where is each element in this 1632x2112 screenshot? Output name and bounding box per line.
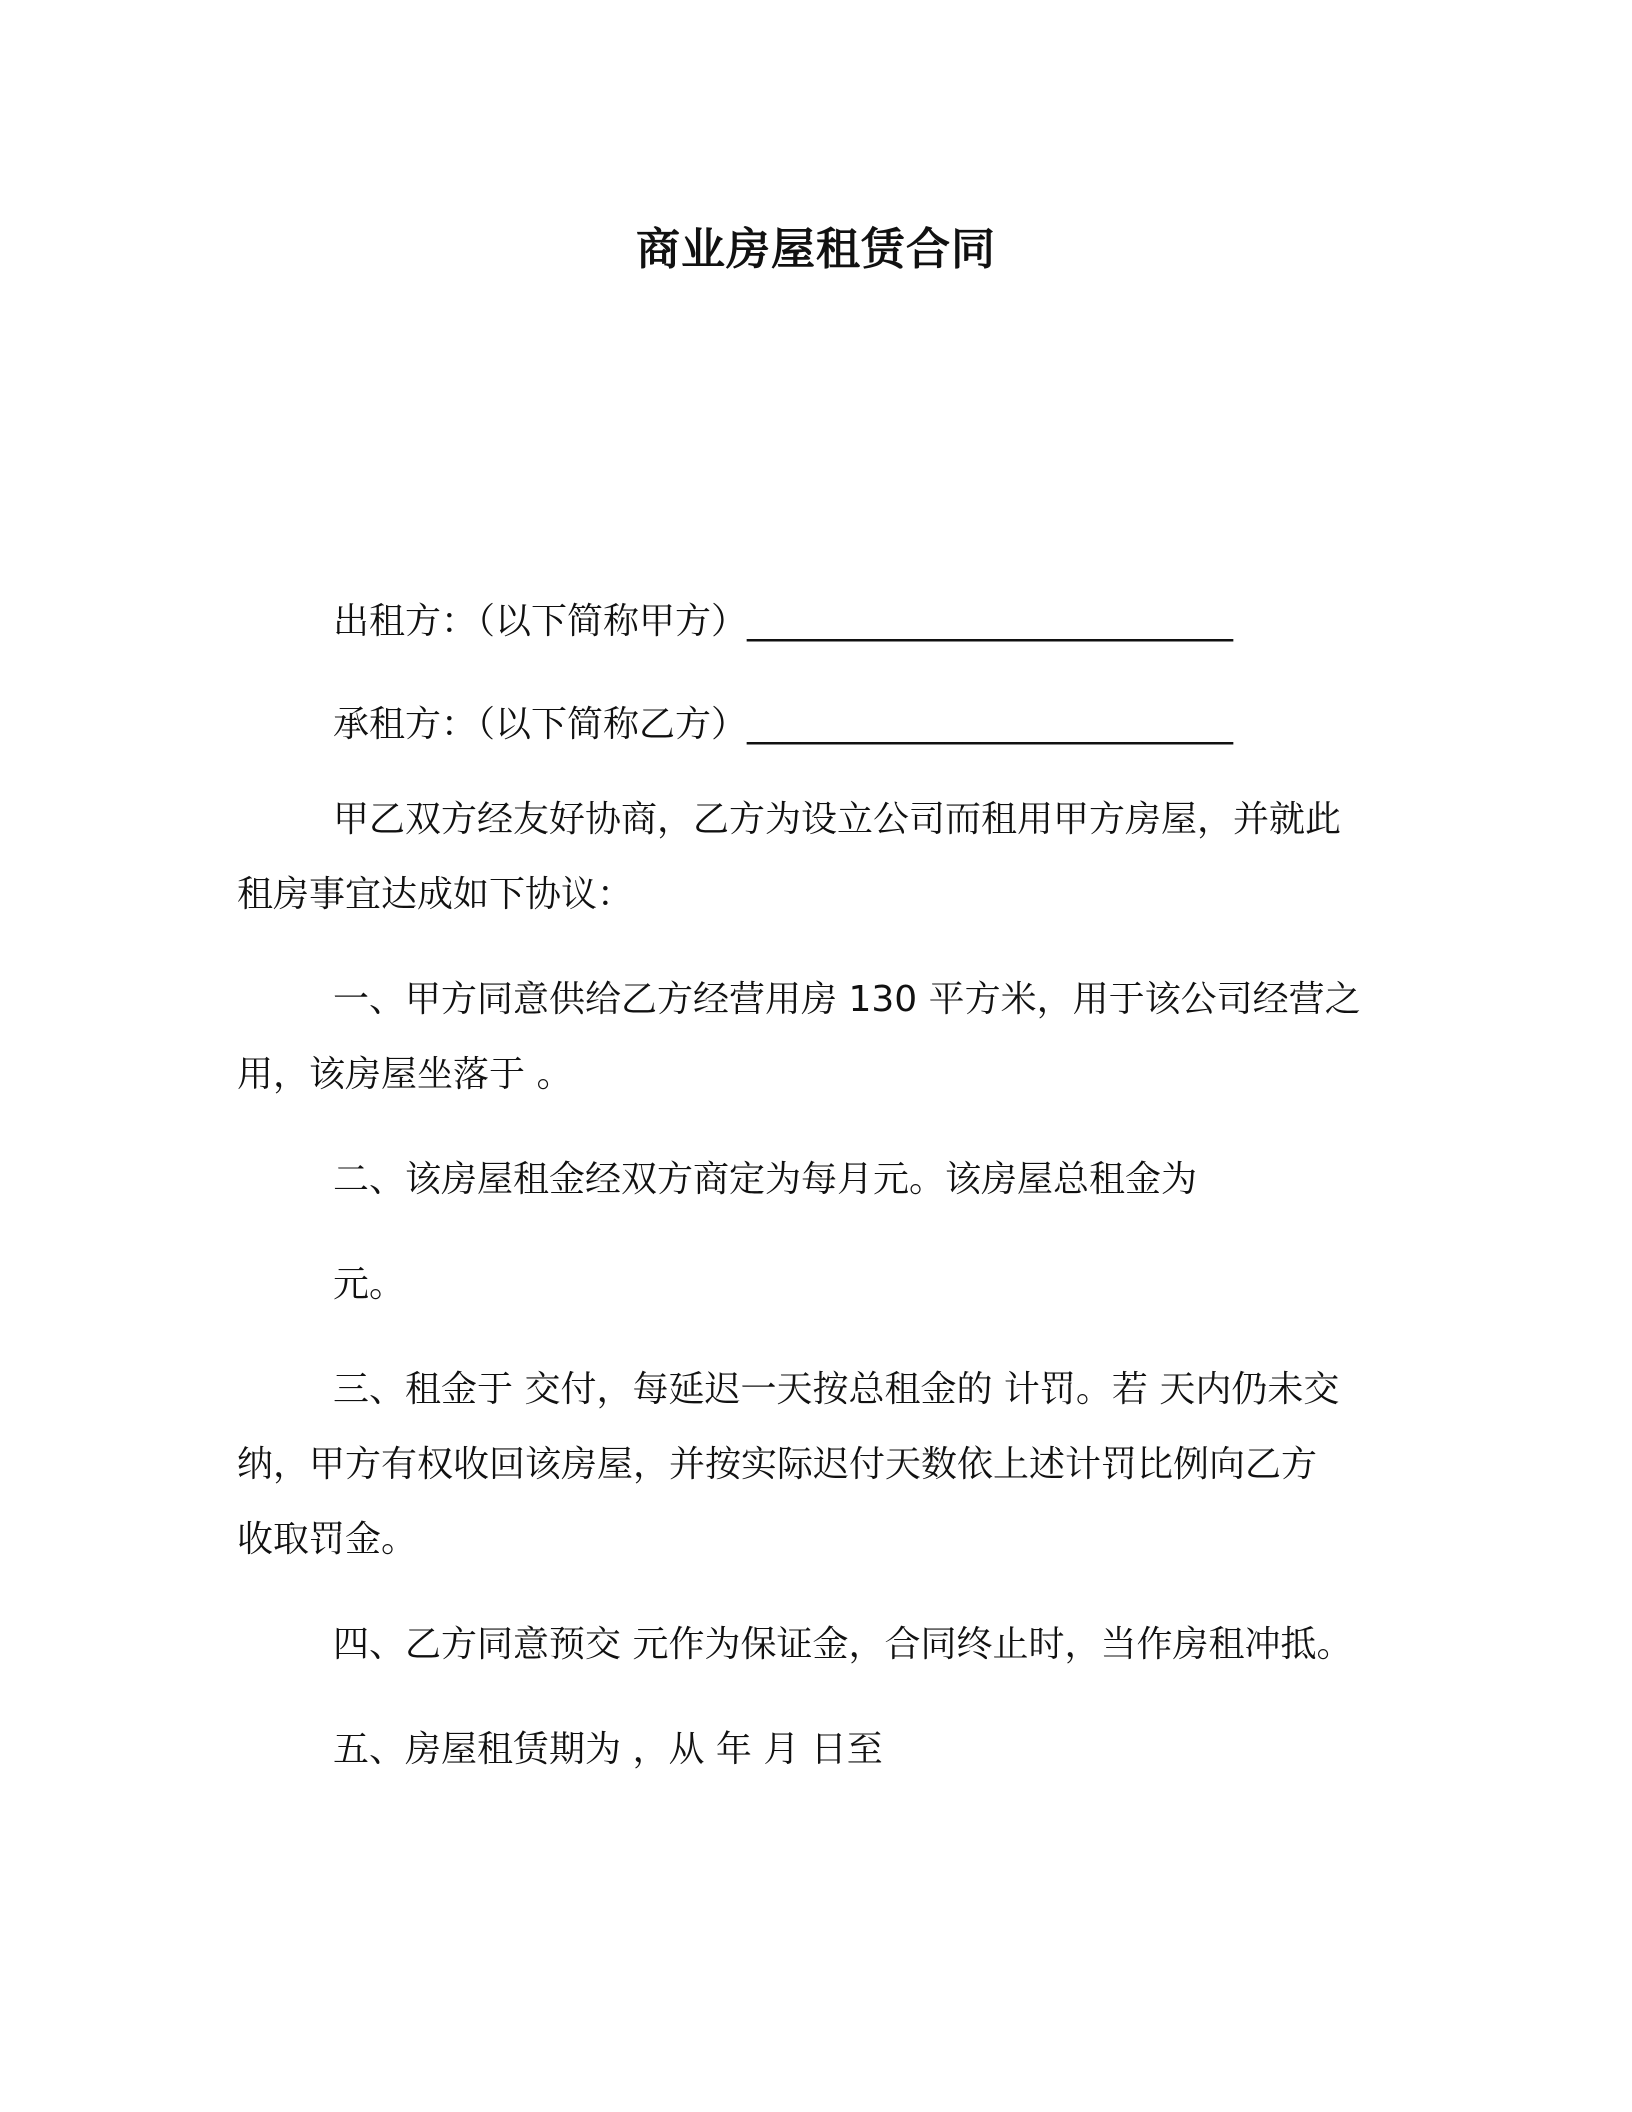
clause-4-line-1: 四、乙方同意预交 元作为保证金，合同终止时，当作房租冲抵。 [333,1624,1353,1665]
preamble-line-2: 租房事宜达成如下协议： [237,874,634,915]
clause-3-line-1: 三、租金于 交付，每延迟一天按总租金的 计罚。若 天内仍未交 [333,1369,1340,1410]
clause-1-line-1: 一、甲方同意供给乙方经营用房 130 平方米，用于该公司经营之 [333,979,1361,1020]
lessee-line: 承租方：（以下简称乙方）___________________________ [333,704,1234,745]
clause-3-line-2: 纳，甲方有权收回该房屋，并按实际迟付天数依上述计罚比例向乙方 [237,1444,1318,1485]
preamble-line-1: 甲乙双方经友好协商，乙方为设立公司而租用甲方房屋，并就此 [333,799,1342,840]
lessor-line: 出租方：（以下简称甲方）___________________________ [333,601,1234,642]
clause-2-line-1: 二、该房屋租金经双方商定为每月元。该房屋总租金为 [333,1159,1198,1200]
clause-3-line-3: 收取罚金。 [237,1519,418,1560]
document-title: 商业房屋租赁合同 [636,224,996,275]
clause-1-line-2: 用，该房屋坐落于 。 [237,1054,573,1095]
clause-5-line-1: 五、房屋租赁期为 ，从 年 月 日至 [333,1729,883,1770]
clause-2-line-2: 元。 [333,1264,406,1305]
